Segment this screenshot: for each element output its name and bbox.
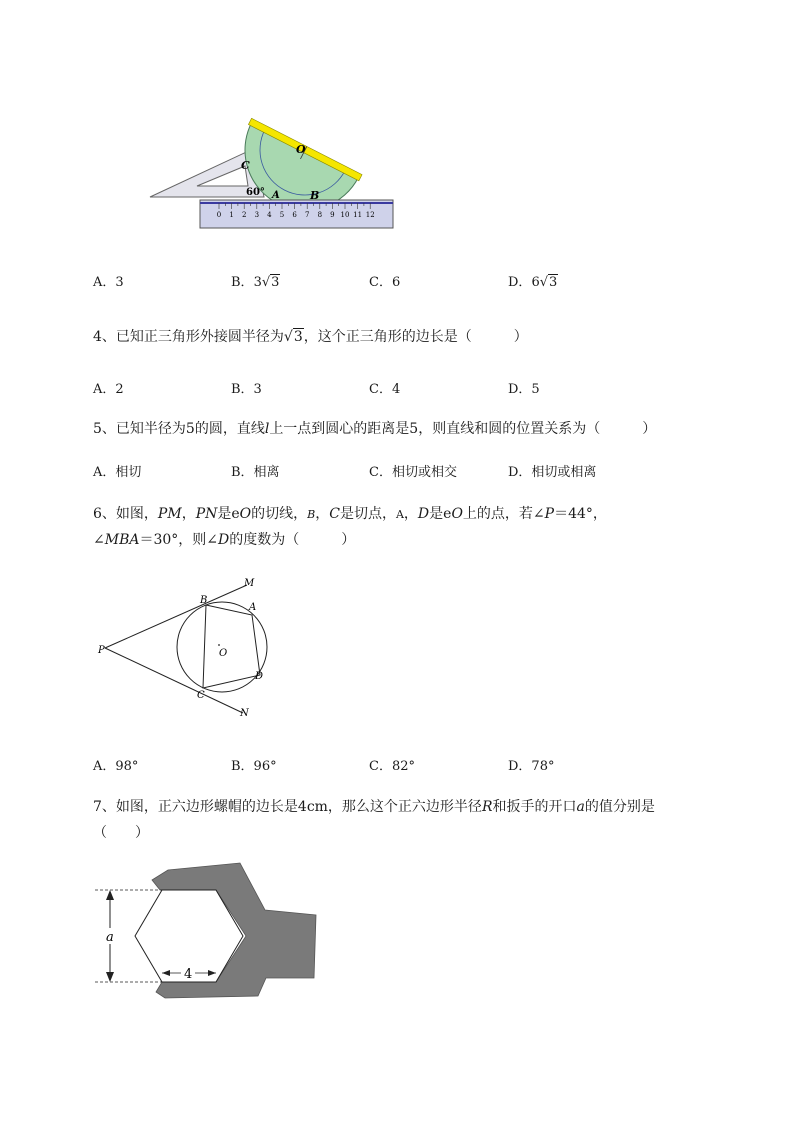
- label-B: B: [310, 189, 320, 202]
- fig-label-B: B: [200, 595, 208, 606]
- ruler-number: 9: [330, 211, 335, 219]
- q6-stem-line1: 6、如图，PM，PN是eO的切线，B，C是切点，A，D是eO上的点，若∠P＝44°，: [93, 506, 607, 522]
- fig-label-A: A: [249, 602, 257, 613]
- fig-label-M: M: [244, 578, 255, 589]
- wrench-hexagon-figure: [90, 860, 325, 1005]
- q5-option-a: A．相切: [93, 465, 142, 480]
- q5-option-b: B．相离: [231, 465, 280, 480]
- q4-option-a: A．2: [93, 382, 124, 397]
- ruler-number: 2: [241, 211, 247, 219]
- q6-option-b: B．96°: [231, 759, 277, 774]
- q4-option-c: C．4: [369, 382, 401, 397]
- fig-label-P: P: [98, 645, 105, 656]
- q5-option-d: D．相切或相离: [508, 465, 597, 480]
- ruler-number: 8: [317, 211, 323, 219]
- fig-label-N: N: [240, 708, 249, 719]
- fig-label-a: a: [106, 930, 114, 945]
- fig-label-C: C: [197, 690, 205, 701]
- ruler-number: 4: [267, 211, 272, 219]
- tangent-PM: [105, 585, 247, 648]
- circle-tangent-figure: [95, 575, 270, 720]
- q5-option-c: C．相切或相交: [369, 465, 457, 480]
- q6-stem-line2: ∠MBA＝30°，则∠D的度数为（ ）: [93, 532, 356, 548]
- fig-label-D: D: [255, 671, 264, 682]
- label-O: O: [296, 143, 306, 156]
- fig-label-O: O: [219, 648, 228, 659]
- q3-option-a: A．3: [93, 275, 124, 290]
- ruler-number: 3: [254, 211, 260, 219]
- ruler-number: 5: [279, 211, 285, 219]
- ruler-number: 12: [365, 211, 375, 219]
- q7-answer-paren: （ ）: [93, 825, 149, 841]
- ruler-number: 7: [304, 211, 310, 219]
- ruler-number: 11: [353, 211, 363, 219]
- quadrilateral-BADC: [203, 605, 260, 688]
- q7-stem: 7、如图，正六边形螺帽的边长是4cm，那么这个正六边形半径R和扳手的开口a的值分别是: [93, 799, 655, 815]
- q4-stem: 4、已知正三角形外接圆半径为√3，这个正三角形的边长是（ ）: [93, 329, 528, 345]
- label-A: A: [272, 190, 280, 201]
- q6-option-a: A．98°: [93, 759, 139, 774]
- ruler-number: 10: [340, 211, 350, 219]
- protractor-figure: [140, 100, 410, 235]
- q4-option-b: B．3: [231, 382, 262, 397]
- q3-option-c: C．6: [369, 275, 401, 290]
- q3-option-b: B．3√3: [231, 275, 280, 290]
- q6-option-d: D．78°: [508, 759, 555, 774]
- label-C: C: [241, 159, 250, 172]
- ruler-number: 6: [292, 211, 297, 219]
- q6-option-c: C．82°: [369, 759, 415, 774]
- ruler-number: 1: [229, 211, 234, 219]
- label-angle: 60°: [246, 187, 265, 198]
- circle-O: [177, 602, 267, 692]
- fig-label-4: 4: [184, 967, 193, 982]
- q4-option-d: D．5: [508, 382, 540, 397]
- q3-option-d: D．6√3: [508, 275, 558, 290]
- ruler-number: 0: [216, 211, 222, 219]
- q5-stem: 5、已知半径为5的圆，直线l上一点到圆心的距离是5，则直线和圆的位置关系为（ ）: [93, 421, 657, 437]
